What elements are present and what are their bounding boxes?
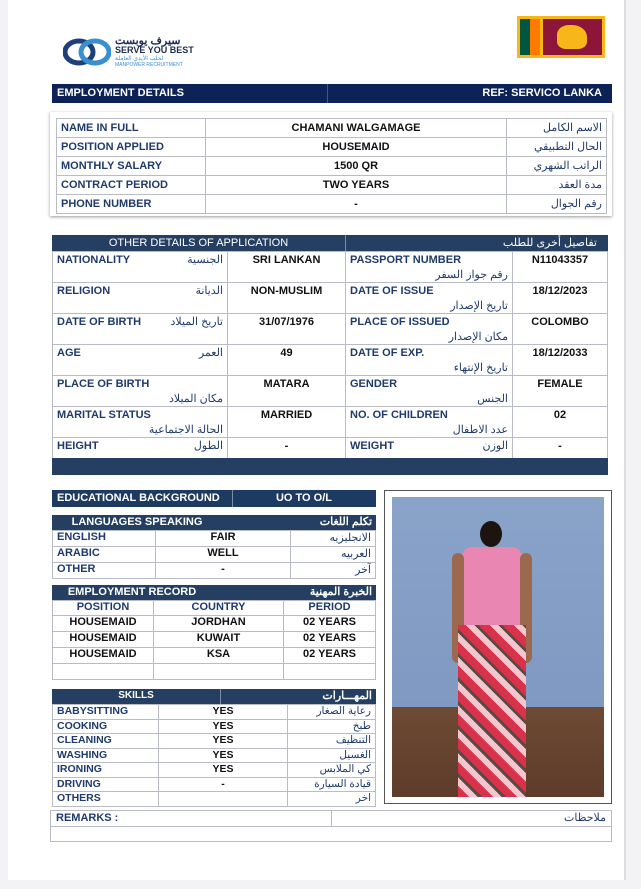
field-value: 18/12/2033	[513, 345, 608, 376]
field-value: FEMALE	[513, 376, 608, 407]
skill-name: DRIVING	[53, 777, 159, 792]
skill-name-arabic: طبخ	[288, 719, 376, 734]
table-row	[53, 616, 376, 632]
table-row	[53, 792, 376, 807]
language-name: ARABIC	[53, 547, 156, 563]
record-cell: 02 YEARS	[284, 648, 376, 664]
field-value: MARRIED	[228, 407, 346, 438]
skill-name: OTHERS	[53, 792, 159, 807]
field-label-arabic: الديانة	[195, 285, 223, 297]
skill-name-arabic: قيادة السيارة	[288, 777, 376, 792]
field-label-arabic: الاسم الكامل	[507, 119, 607, 138]
table-row	[53, 719, 376, 734]
right-label-cell	[346, 252, 513, 283]
other-details-table	[52, 251, 608, 459]
skill-name-arabic: كي الملابس	[288, 763, 376, 778]
field-value: HOUSEMAID	[206, 138, 507, 157]
table-row	[53, 283, 608, 314]
field-label-arabic: تاريخ الميلاد	[170, 316, 223, 328]
field-label-arabic: مكان الميلاد	[168, 393, 223, 405]
left-label-cell	[53, 252, 228, 283]
right-label-cell	[346, 438, 513, 459]
field-label: POSITION APPLIED	[57, 138, 206, 157]
right-label-cell	[346, 345, 513, 376]
field-value: MATARA	[228, 376, 346, 407]
record-cell: KUWAIT	[154, 632, 284, 648]
skills-header: SKILLS المهـــارات	[52, 689, 376, 704]
field-value: -	[206, 195, 507, 214]
left-label-cell	[53, 376, 228, 407]
field-label: AGE	[57, 347, 81, 359]
field-label-arabic: الحال التطبيقي	[507, 138, 607, 157]
field-value: 1500 QR	[206, 157, 507, 176]
skill-name-arabic: التنظيف	[288, 734, 376, 749]
skill-name: CLEANING	[53, 734, 159, 749]
table-row	[57, 157, 607, 176]
table-row	[57, 176, 607, 195]
table-row	[53, 705, 376, 720]
left-label-cell	[53, 283, 228, 314]
language-name-arabic: آخر	[291, 563, 376, 579]
employment-table	[56, 118, 607, 214]
field-value: 31/07/1976	[228, 314, 346, 345]
table-row	[57, 119, 607, 138]
left-label-cell	[53, 407, 228, 438]
skill-name: COOKING	[53, 719, 159, 734]
logo-knot-icon	[63, 36, 111, 68]
table-row	[53, 748, 376, 763]
field-label: WEIGHT	[350, 440, 394, 452]
field-label: PLACE OF ISSUED	[350, 316, 450, 328]
table-row	[53, 438, 608, 459]
educational-background: EDUCATIONAL BACKGROUND UO TO O/L	[52, 490, 376, 507]
field-value: CHAMANI WALGAMAGE	[206, 119, 507, 138]
company-logo: سيرف يوبست SERVE YOU BEST لجلب الأيدي العاملة MANPOWER RECRUITMENT	[63, 34, 223, 74]
table-row-empty	[53, 664, 376, 680]
skill-value: YES	[159, 748, 288, 763]
table-row	[53, 252, 608, 283]
table-row	[53, 314, 608, 345]
field-label: NO. OF CHILDREN	[350, 409, 448, 421]
left-label-cell	[53, 314, 228, 345]
candidate-photo	[392, 497, 604, 797]
field-value: SRI LANKAN	[228, 252, 346, 283]
skill-value: YES	[159, 734, 288, 749]
record-cell: HOUSEMAID	[53, 648, 154, 664]
table-row	[53, 763, 376, 778]
sri-lanka-flag	[517, 16, 605, 58]
field-value: TWO YEARS	[206, 176, 507, 195]
field-label-arabic: الحالة الاجتماعية	[148, 424, 223, 436]
record-cell: HOUSEMAID	[53, 632, 154, 648]
table-row	[57, 195, 607, 214]
left-label-cell	[53, 345, 228, 376]
languages-table	[52, 530, 376, 579]
other-details-header: OTHER DETAILS OF APPLICATION تفاصيل أخرى للطلب	[52, 235, 608, 251]
field-label-arabic: مكان الإصدار	[448, 331, 508, 343]
table-row	[53, 547, 376, 563]
record-cell: 02 YEARS	[284, 616, 376, 632]
field-label-arabic: الجنس	[477, 393, 508, 405]
field-label-arabic: رقم الجوال	[507, 195, 607, 214]
language-level: WELL	[156, 547, 291, 563]
skill-name-arabic: رعاية الصغار	[288, 705, 376, 720]
other-details-footer-bar	[52, 458, 608, 475]
field-label: NATIONALITY	[57, 254, 131, 266]
field-label: RELIGION	[57, 285, 111, 297]
employment-record-table	[52, 600, 376, 680]
table-row	[53, 531, 376, 547]
employment-details-header: EMPLOYMENT DETAILS REF: SERVICO LANKA	[52, 84, 612, 103]
field-value: NON-MUSLIM	[228, 283, 346, 314]
field-value: N11043357	[513, 252, 608, 283]
skill-name: BABYSITTING	[53, 705, 159, 720]
field-label-arabic: تاريخ الإصدار	[450, 300, 508, 312]
field-label: DATE OF EXP.	[350, 347, 425, 359]
field-label-arabic: عدد الاطفال	[452, 424, 508, 436]
table-row	[53, 648, 376, 664]
field-label-arabic: رقم جواز السفر	[435, 269, 508, 281]
column-header: PERIOD	[284, 601, 376, 616]
field-label: MARITAL STATUS	[57, 409, 151, 421]
right-label-cell	[346, 283, 513, 314]
field-label: PHONE NUMBER	[57, 195, 206, 214]
skill-name: IRONING	[53, 763, 159, 778]
record-cell: JORDHAN	[154, 616, 284, 632]
right-label-cell	[346, 314, 513, 345]
field-value: 02	[513, 407, 608, 438]
employment-record-header: EMPLOYMENT RECORD الخبرة المهنية	[52, 585, 376, 600]
skill-value	[159, 792, 288, 807]
skill-name-arabic: الغسيل	[288, 748, 376, 763]
candidate-photo-frame	[384, 490, 612, 804]
field-label: HEIGHT	[57, 440, 99, 452]
skill-name: WASHING	[53, 748, 159, 763]
right-label-cell	[346, 407, 513, 438]
record-cell: KSA	[154, 648, 284, 664]
field-label-arabic: تاريخ الإنتهاء	[453, 362, 508, 374]
field-value: -	[228, 438, 346, 459]
left-label-cell	[53, 438, 228, 459]
table-row	[53, 376, 608, 407]
table-header-row	[53, 601, 376, 616]
field-label: PASSPORT NUMBER	[350, 254, 462, 266]
skill-value: -	[159, 777, 288, 792]
language-name-arabic: العربيه	[291, 547, 376, 563]
field-label-arabic: الوزن	[482, 440, 508, 452]
lion-icon	[557, 25, 587, 49]
field-label: GENDER	[350, 378, 398, 390]
skill-value: YES	[159, 719, 288, 734]
field-label-arabic: مدة العقد	[507, 176, 607, 195]
field-value: -	[513, 438, 608, 459]
field-label-arabic: العمر	[198, 347, 223, 359]
skill-name-arabic: اخر	[288, 792, 376, 807]
language-name-arabic: الانجليزيه	[291, 531, 376, 547]
record-cell: 02 YEARS	[284, 632, 376, 648]
skill-value: YES	[159, 763, 288, 778]
table-row	[53, 734, 376, 749]
language-name: OTHER	[53, 563, 156, 579]
table-row	[53, 563, 376, 579]
record-cell: HOUSEMAID	[53, 616, 154, 632]
field-label-arabic: الراتب الشهري	[507, 157, 607, 176]
table-row	[57, 138, 607, 157]
table-row	[53, 407, 608, 438]
right-label-cell	[346, 376, 513, 407]
language-level: -	[156, 563, 291, 579]
table-row	[53, 777, 376, 792]
column-header: POSITION	[53, 601, 154, 616]
skills-table	[52, 704, 376, 807]
remarks-box: REMARKS : ملاحظات	[50, 810, 612, 842]
table-row	[53, 632, 376, 648]
language-name: ENGLISH	[53, 531, 156, 547]
languages-header: LANGUAGES SPEAKING تكلم اللغات	[52, 515, 376, 530]
field-label: CONTRACT PERIOD	[57, 176, 206, 195]
skill-value: YES	[159, 705, 288, 720]
field-label-arabic: الطول	[193, 440, 223, 452]
column-header: COUNTRY	[154, 601, 284, 616]
field-value: 18/12/2023	[513, 283, 608, 314]
field-label: DATE OF BIRTH	[57, 316, 142, 328]
field-value: COLOMBO	[513, 314, 608, 345]
language-level: FAIR	[156, 531, 291, 547]
table-row	[53, 345, 608, 376]
field-label: DATE OF ISSUE	[350, 285, 434, 297]
field-label-arabic: الجنسية	[187, 254, 223, 266]
field-label: PLACE OF BIRTH	[57, 378, 150, 390]
field-label: MONTHLY SALARY	[57, 157, 206, 176]
field-label: NAME IN FULL	[57, 119, 206, 138]
field-value: 49	[228, 345, 346, 376]
